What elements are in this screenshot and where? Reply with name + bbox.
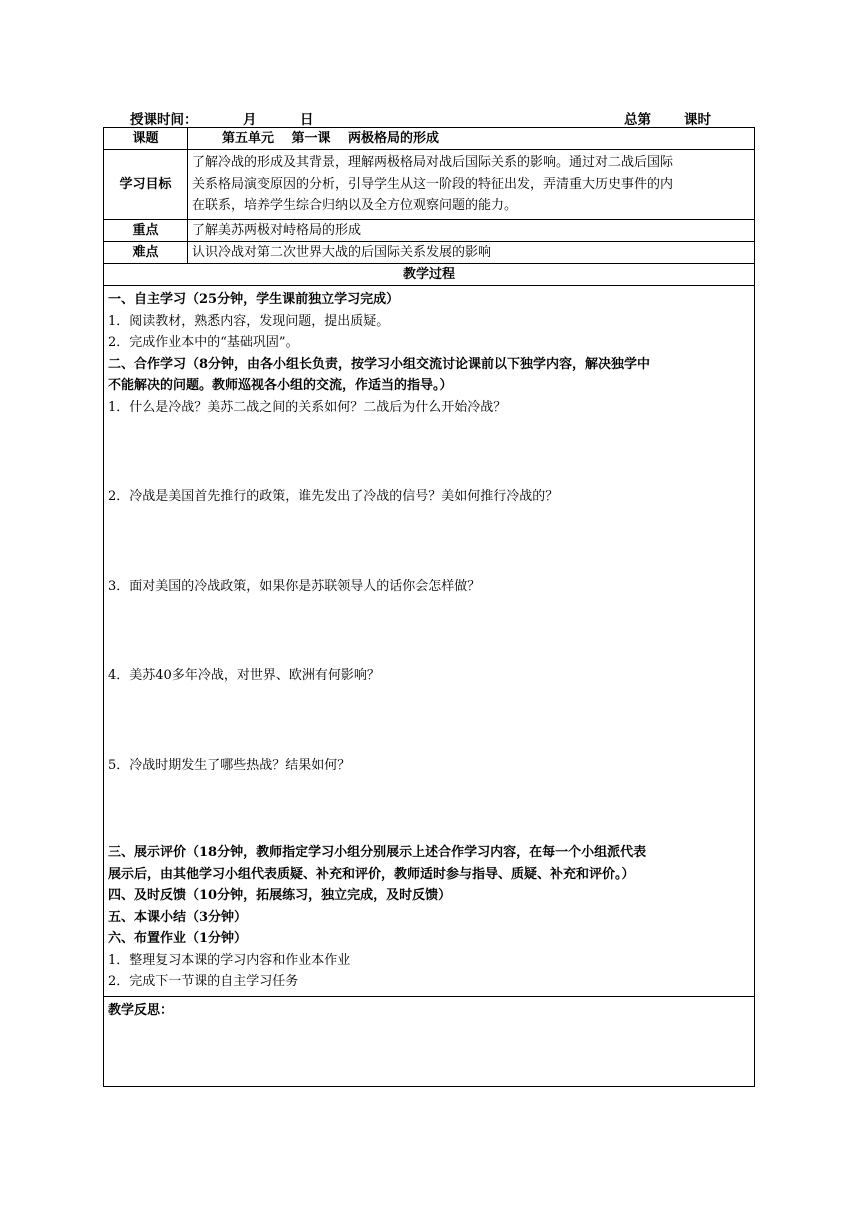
answer-space — [108, 687, 750, 755]
key-point-row — [104, 220, 755, 242]
goal-value — [188, 150, 755, 220]
list-item: 2．完成下一节课的自主学习任务 — [108, 974, 299, 989]
section-presentation-cont: 展示后，由其他学习小组代表质疑、补充和评价，教师适时参与指导、质疑、补充和评价。） — [108, 866, 635, 882]
question-1: 1．什么是冷战？美苏二战之间的关系如何？二战后为什么开始冷战？ — [108, 399, 507, 415]
answer-space — [108, 418, 750, 486]
process-body-row — [104, 286, 755, 997]
lesson-header — [130, 108, 740, 126]
section-summary: 五、本课小结（3分钟） — [108, 909, 248, 925]
answer-space — [108, 776, 750, 842]
answer-space — [108, 597, 750, 665]
teaching-time-label: 授课时间： — [130, 112, 198, 128]
question-3: 3．面对美国的冷战政策，如果你是苏联领导人的话你会怎样做？ — [108, 578, 481, 594]
list-item: 1．整理复习本课的学习内容和作业本作业 — [108, 952, 351, 968]
topic-label: 课题 — [104, 128, 188, 150]
total-label: 总第 — [624, 112, 651, 128]
section-presentation: 三、展示评价（18分钟，教师指定学习小组分别展示上述合作学习内容，在每一个小组派代表 — [108, 845, 647, 860]
reflection-label: 教学反思： — [104, 996, 755, 1086]
question-2: 2．冷战是美国首先推行的政策，谁先发出了冷战的信号？美如何推行冷战的？ — [108, 489, 559, 504]
day-label: 日 — [300, 112, 314, 128]
answer-space — [108, 508, 750, 576]
difficulty-value: 认识冷战对第二次世界大战的后国际关系发展的影响 — [188, 242, 755, 264]
key-point-label: 重点 — [104, 220, 188, 242]
difficulty-row — [104, 242, 755, 264]
reflection-row — [104, 996, 755, 1086]
goal-row — [104, 150, 755, 220]
goal-line: 在联系，培养学生综合归纳以及全方位观察问题的能力。 — [192, 198, 518, 214]
period-label: 课时 — [684, 112, 711, 128]
process-heading: 教学过程 — [104, 264, 755, 286]
topic-value: 第五单元 第一课 两极格局的形成 — [188, 128, 755, 150]
month-label: 月 — [243, 112, 257, 128]
goal-label: 学习目标 — [104, 150, 188, 220]
section-cooperative-study: 二、合作学习（8分钟，由各小组长负责，按学习小组交流讨论课前以下独学内容，解决独学中 — [108, 356, 651, 372]
list-item: 2．完成作业本中的“基础巩固”。 — [108, 335, 299, 350]
key-point-value: 了解美苏两极对峙格局的形成 — [188, 220, 755, 242]
section-feedback: 四、及时反馈（10分钟，拓展练习，独立完成，及时反馈） — [108, 888, 452, 903]
lesson-plan-table — [103, 127, 755, 1087]
goal-line: 关系格局演变原因的分析，引导学生从这一阶段的特征出发，弄清重大历史事件的内 — [192, 176, 674, 192]
process-header-row — [104, 264, 755, 286]
topic-row — [104, 128, 755, 150]
process-body — [104, 286, 755, 997]
difficulty-label: 难点 — [104, 242, 188, 264]
question-4: 4．美苏40多年冷战，对世界、欧洲有何影响？ — [108, 668, 380, 683]
section-cooperative-study-cont: 不能解决的问题。教师巡视各小组的交流，作适当的指导。） — [108, 378, 453, 393]
section-homework: 六、布置作业（1分钟） — [108, 931, 248, 946]
question-5: 5．冷战时期发生了哪些热战？结果如何？ — [108, 757, 351, 773]
section-self-study: 一、自主学习（25分钟，学生课前独立学习完成） — [108, 292, 400, 307]
list-item: 1．阅读教材，熟悉内容，发现问题，提出质疑。 — [108, 313, 390, 329]
goal-line: 了解冷战的形成及其背景，理解两极格局对战后国际关系的影响。通过对二战后国际 — [192, 155, 674, 171]
